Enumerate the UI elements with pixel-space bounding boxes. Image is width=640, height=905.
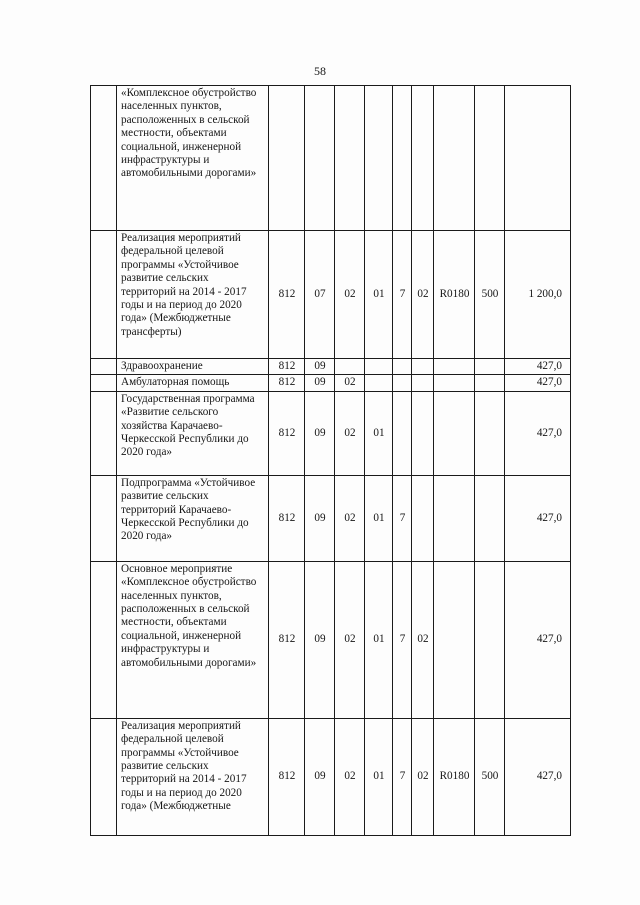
subprogram-code-cell: [393, 359, 412, 375]
program-code-cell: 01: [365, 391, 393, 475]
program-code-cell: 01: [365, 718, 393, 835]
ministry-code-cell: 812: [269, 718, 305, 835]
program-code-cell: [365, 375, 393, 391]
program-code-cell: [365, 86, 393, 231]
expense-type-cell: 500: [475, 231, 505, 359]
direction-code-cell: [434, 375, 475, 391]
subsection-code-cell: [335, 86, 365, 231]
table-row: [91, 375, 571, 391]
budget-table: [90, 85, 571, 836]
table-row: [91, 359, 571, 375]
amount-cell: 427,0: [505, 391, 571, 475]
subprogram-code-cell: [393, 375, 412, 391]
amount-cell: 427,0: [505, 359, 571, 375]
section-code-cell: 07: [305, 231, 335, 359]
ministry-code-cell: 812: [269, 231, 305, 359]
row-number-cell: [91, 86, 117, 231]
subprogram-code-cell: [393, 391, 412, 475]
row-number-cell: [91, 359, 117, 375]
item-name-cell: Реализация мероприятий федеральной целевой программы «Устойчивое развитие сельских территорий на 2014 - 2017 годы и на период до 2020 года» (Межбюджетные: [117, 718, 269, 835]
subsection-code-cell: 02: [335, 375, 365, 391]
ministry-code-cell: [269, 86, 305, 231]
ministry-code-cell: 812: [269, 359, 305, 375]
amount-cell: [505, 86, 571, 231]
subsection-code-cell: 02: [335, 475, 365, 561]
item-name-cell: Реализация мероприятий федеральной целевой программы «Устойчивое развитие сельских территорий на 2014 - 2017 годы и на период до 2020 года» (Межбюджетные трансферты): [117, 231, 269, 359]
direction-code-cell: [434, 359, 475, 375]
activity-code-cell: [412, 375, 434, 391]
activity-code-cell: [412, 391, 434, 475]
expense-type-cell: 500: [475, 718, 505, 835]
ministry-code-cell: 812: [269, 391, 305, 475]
item-name-cell: Подпрограмма «Устойчивое развитие сельских территорий Карачаево-Черкесской Республики до 2020 года»: [117, 475, 269, 561]
expense-type-cell: [475, 359, 505, 375]
section-code-cell: [305, 86, 335, 231]
subsection-code-cell: 02: [335, 718, 365, 835]
ministry-code-cell: 812: [269, 561, 305, 718]
amount-cell: 427,0: [505, 375, 571, 391]
item-name-cell: Здравоохранение: [117, 359, 269, 375]
page-number: 58: [314, 64, 326, 78]
section-code-cell: 09: [305, 391, 335, 475]
subsection-code-cell: [335, 359, 365, 375]
amount-cell: 427,0: [505, 561, 571, 718]
activity-code-cell: [412, 475, 434, 561]
direction-code-cell: [434, 86, 475, 231]
section-code-cell: 09: [305, 718, 335, 835]
table-row: [91, 86, 571, 231]
item-name-cell: Основное мероприятие «Комплексное обустройство населенных пунктов, расположенных в сельской местности, объектами социальной, инженерной инфраструктуры и автомобильными дорогами»: [117, 561, 269, 718]
section-code-cell: 09: [305, 561, 335, 718]
activity-code-cell: 02: [412, 561, 434, 718]
subsection-code-cell: 02: [335, 391, 365, 475]
subsection-code-cell: 02: [335, 561, 365, 718]
ministry-code-cell: 812: [269, 475, 305, 561]
activity-code-cell: [412, 359, 434, 375]
direction-code-cell: R0180: [434, 718, 475, 835]
activity-code-cell: [412, 86, 434, 231]
section-code-cell: 09: [305, 375, 335, 391]
program-code-cell: 01: [365, 231, 393, 359]
section-code-cell: 09: [305, 359, 335, 375]
subsection-code-cell: 02: [335, 231, 365, 359]
activity-code-cell: 02: [412, 231, 434, 359]
activity-code-cell: 02: [412, 718, 434, 835]
direction-code-cell: [434, 475, 475, 561]
direction-code-cell: [434, 391, 475, 475]
row-number-cell: [91, 375, 117, 391]
expense-type-cell: [475, 475, 505, 561]
item-name-cell: Амбулаторная помощь: [117, 375, 269, 391]
table-row: [91, 718, 571, 835]
row-number-cell: [91, 561, 117, 718]
row-number-cell: [91, 391, 117, 475]
subprogram-code-cell: 7: [393, 561, 412, 718]
table-row: [91, 475, 571, 561]
ministry-code-cell: 812: [269, 375, 305, 391]
item-name-cell: «Комплексное обустройство населенных пунктов, расположенных в сельской местности, объектами социальной, инженерной инфраструктуры и автомобильными дорогами»: [117, 86, 269, 231]
program-code-cell: 01: [365, 561, 393, 718]
expense-type-cell: [475, 561, 505, 718]
expense-type-cell: [475, 375, 505, 391]
subprogram-code-cell: 7: [393, 718, 412, 835]
row-number-cell: [91, 231, 117, 359]
direction-code-cell: R0180: [434, 231, 475, 359]
table-row: [91, 561, 571, 718]
item-name-cell: Государственная программа «Развитие сельского хозяйства Карачаево-Черкесской Республики до 2020 года»: [117, 391, 269, 475]
table-row: [91, 231, 571, 359]
amount-cell: 1 200,0: [505, 231, 571, 359]
program-code-cell: [365, 359, 393, 375]
program-code-cell: 01: [365, 475, 393, 561]
subprogram-code-cell: 7: [393, 475, 412, 561]
expense-type-cell: [475, 86, 505, 231]
table-row: [91, 391, 571, 475]
row-number-cell: [91, 475, 117, 561]
direction-code-cell: [434, 561, 475, 718]
amount-cell: 427,0: [505, 718, 571, 835]
section-code-cell: 09: [305, 475, 335, 561]
subprogram-code-cell: 7: [393, 231, 412, 359]
subprogram-code-cell: [393, 86, 412, 231]
row-number-cell: [91, 718, 117, 835]
expense-type-cell: [475, 391, 505, 475]
amount-cell: 427,0: [505, 475, 571, 561]
